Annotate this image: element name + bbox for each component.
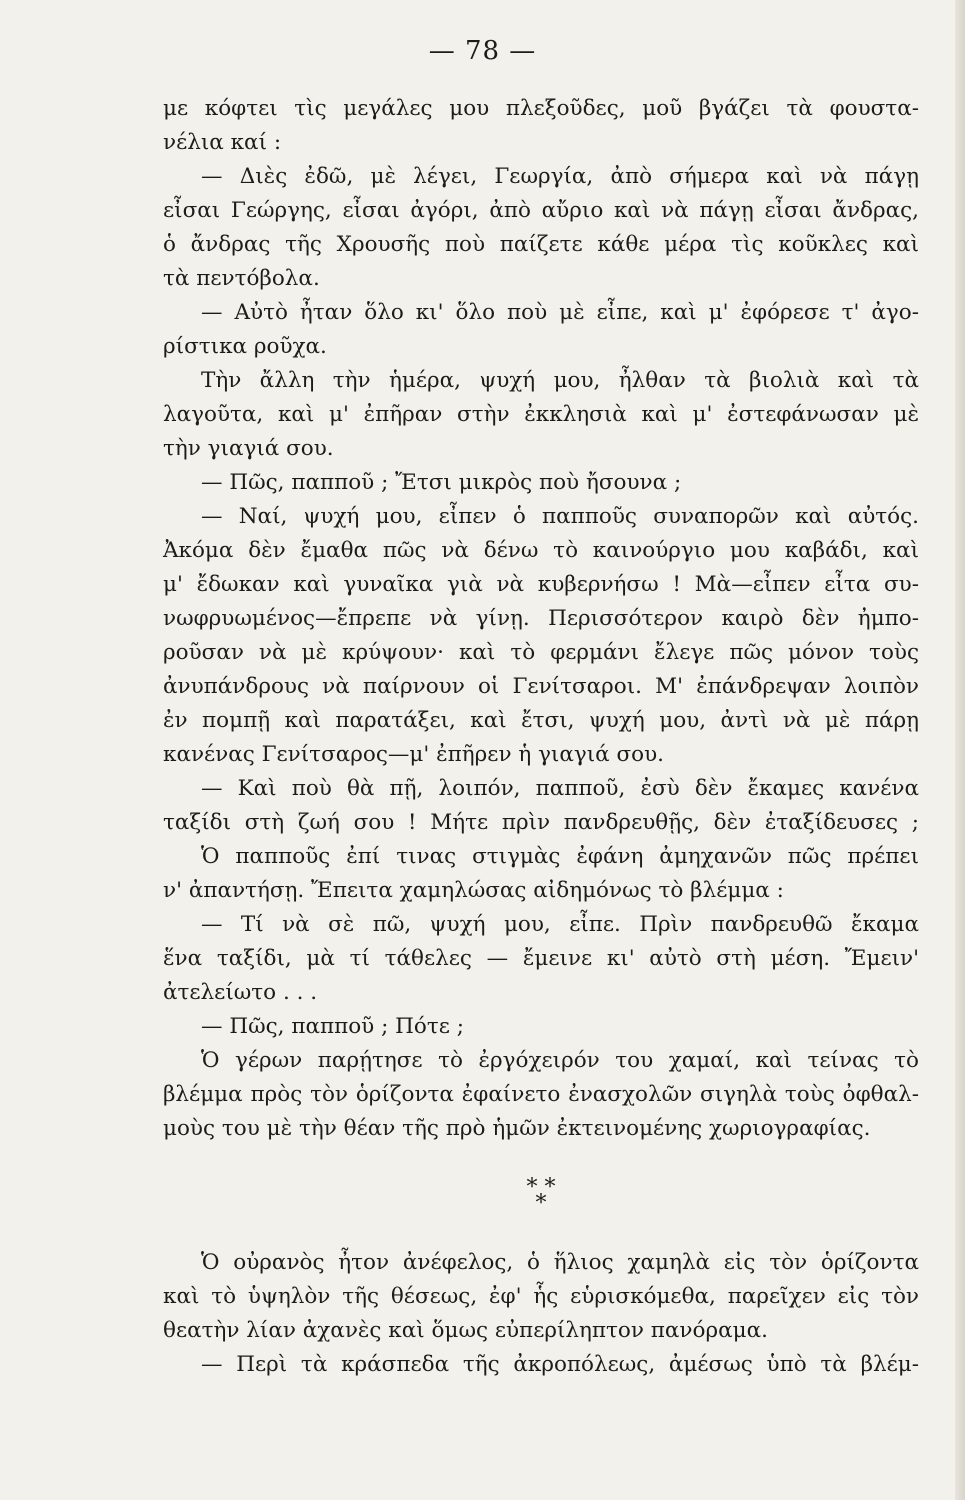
text-line: ἕνα ταξίδι, μὰ τί τάθελες — ἔμεινε κι' αὐτὸ στὴ μέση. Ἔμειν' <box>163 946 919 971</box>
text-line: λαγοῦτα, καὶ μ' ἐπῆραν στὴν ἐκκλησιὰ καὶ μ' ἐστεφάνωσαν μὲ <box>163 402 919 427</box>
text-line: κανένας Γενίτσαρος—μ' ἐπῆρεν ἡ γιαγιά σου. <box>163 742 665 767</box>
text-line: ταξίδι στὴ ζωή σου ! Μήτε πρὶν πανδρευθῇς, δὲν ἐταξίδευσες ; <box>163 810 919 835</box>
text-line: τὰ πεντόβολα. <box>163 266 320 291</box>
text-line: βλέμμα πρὸς τὸν ὁρίζοντα ἐφαίνετο ἐνασχολῶν σιγηλὰ τοὺς ὀφθαλ- <box>163 1082 919 1107</box>
separator-asterisks: * * * <box>526 1175 556 1216</box>
text-line: ρίστικα ροῦχα. <box>163 334 327 359</box>
text-section-2 <box>163 1246 919 1382</box>
page-edge <box>955 0 965 1500</box>
text-line: νωφρυωμένος—ἔπρεπε νὰ γίνῃ. Περισσότερον καιρὸ δὲν ἠμπο- <box>163 606 919 631</box>
text-line: τὴν γιαγιά σου. <box>163 436 334 461</box>
text-line: Ὁ γέρων παρῄτησε τὸ ἐργόχειρόν του χαμαί, καὶ τείνας τὸ <box>201 1048 919 1073</box>
text-line: ἀνυπάνδρους νὰ παίρνουν οἱ Γενίτσαροι. Μ' ἐπάνδρεψαν λοιπὸν <box>163 674 919 699</box>
text-line: — Ναί, ψυχή μου, εἶπεν ὁ παπποῦς συναπορῶν καὶ αὐτός. <box>201 504 919 529</box>
text-line: — Τί νὰ σὲ πῶ, ψυχή μου, εἶπε. Πρὶν πανδρευθῶ ἔκαμα <box>201 912 919 937</box>
text-line: ἐν πομπῇ καὶ παρατάξει, καὶ ἔτσι, ψυχή μου, ἀντὶ νὰ μὲ πάρῃ <box>163 708 919 733</box>
text-line: θεατὴν λίαν ἀχανὲς καὶ ὅμως εὐπερίληπτον πανόραμα. <box>163 1318 768 1343</box>
text-line: Ὁ παπποῦς ἐπί τινας στιγμὰς ἐφάνη ἀμηχανῶν πῶς πρέπει <box>201 844 919 869</box>
text-line: — Πῶς, παπποῦ ; Πότε ; <box>201 1014 464 1039</box>
text-line: Ὁ οὐρανὸς ἦτον ἀνέφελος, ὁ ἥλιος χαμηλὰ εἰς τὸν ὁρίζοντα <box>201 1250 919 1275</box>
text-line: με κόφτει τὶς μεγάλες μου πλεξοῦδες, μοῦ βγάζει τὰ φουστα- <box>163 96 919 121</box>
text-line: καὶ τὸ ὑψηλὸν τῆς θέσεως, ἐφ' ἧς εὑρισκόμεθα, παρεῖχεν εἰς τὸν <box>163 1284 919 1309</box>
text-line: — Περὶ τὰ κράσπεδα τῆς ἀκροπόλεως, ἀμέσως ὑπὸ τὰ βλέμ- <box>201 1352 919 1377</box>
text-line: ν' ἀπαντήσῃ. Ἔπειτα χαμηλώσας αἰδημόνως τὸ βλέμμα : <box>163 878 784 903</box>
text-line: μοὺς του μὲ τὴν θέαν τῆς πρὸ ἡμῶν ἐκτεινομένης χωριογραφίας. <box>163 1116 871 1141</box>
text-section-1 <box>163 92 919 1146</box>
text-line: — Πῶς, παπποῦ ; Ἔτσι μικρὸς ποὺ ἤσουνα ; <box>201 470 682 495</box>
text-line: — Διὲς ἐδῶ, μὲ λέγει, Γεωργία, ἀπὸ σήμερα καὶ νὰ πάγῃ <box>201 164 919 189</box>
text-line: εἶσαι Γεώργης, εἶσαι ἀγόρι, ἀπὸ αὔριο καὶ νὰ πάγῃ εἶσαι ἄνδρας, <box>163 198 919 223</box>
text-line: μ' ἔδωκαν καὶ γυναῖκα γιὰ νὰ κυβερνήσω ! Μὰ—εἶπεν εἶτα συ- <box>163 572 919 597</box>
text-line: Τὴν ἄλλη τὴν ἡμέρα, ψυχή μου, ἦλθαν τὰ βιολιὰ καὶ τὰ <box>201 368 919 393</box>
text-line: νέλια καί : <box>163 130 282 155</box>
page-number: — 78 — <box>428 36 537 66</box>
body-text <box>163 92 919 1382</box>
text-line: Ἀκόμα δὲν ἔμαθα πῶς νὰ δένω τὸ καινούργιο μου καβάδι, καὶ <box>163 538 919 563</box>
text-line: ροῦσαν νὰ μὲ κρύψουν· καὶ τὸ φερμάνι ἔλεγε πῶς μόνον τοὺς <box>163 640 919 665</box>
text-line: ἀτελείωτο . . . <box>163 980 318 1005</box>
text-line: — Αὐτὸ ἦταν ὅλο κι' ὅλο ποὺ μὲ εἶπε, καὶ μ' ἐφόρεσε τ' ἀγο- <box>201 300 919 325</box>
text-line: ὁ ἄνδρας τῆς Χρουσῆς ποὺ παίζετε κάθε μέρα τὶς κοῦκλες καὶ <box>163 232 919 257</box>
section-separator <box>163 1146 919 1246</box>
text-line: — Καὶ ποὺ θὰ πῇ, λοιπόν, παπποῦ, ἐσὺ δὲν ἔκαμες κανένα <box>201 776 919 801</box>
